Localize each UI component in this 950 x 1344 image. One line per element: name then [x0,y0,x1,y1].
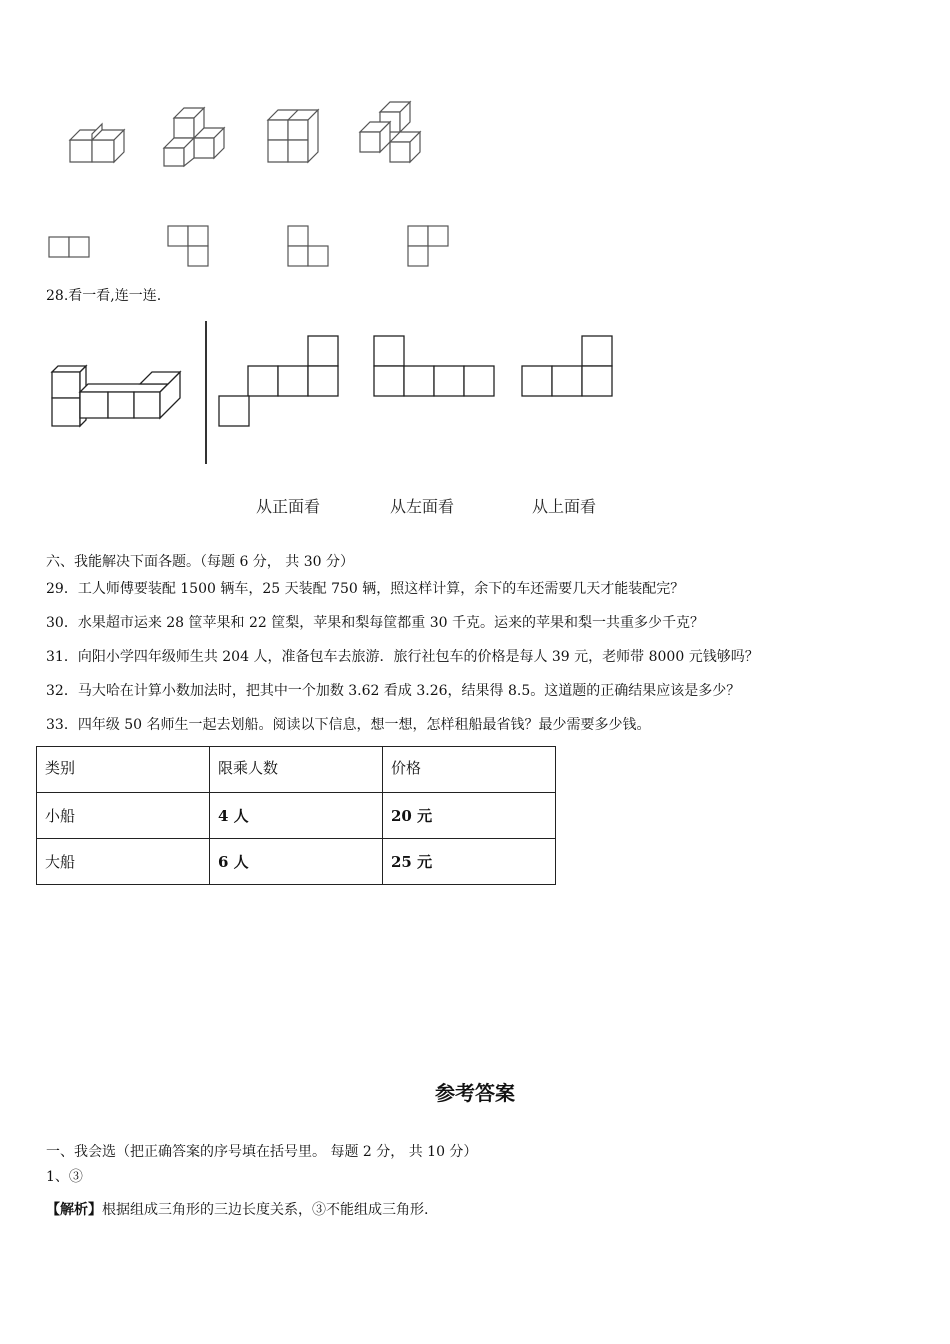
problem-number: 30． [46,615,78,631]
answers-section-1: 一、我会选（把正确答案的序号填在括号里。 每题 2 分， 共 10 分） [46,1144,478,1160]
problem-number: 31． [46,649,78,665]
problem-number: 33． [46,717,78,733]
table-row [37,839,556,885]
answer-analysis [46,1201,428,1219]
problem-text: 向阳小学四年级师生共 204 人，准备包车去旅游．旅行社包车的价格是每人 39 元，老师带 8000 元钱够吗？ [77,649,759,665]
problem-29 [46,580,684,598]
problem-text: 四年级 50 名师生一起去划船。阅读以下信息，想一想，怎样租船最省钱？最少需要多少钱。 [77,717,651,733]
table-cell: 小船 [37,793,210,839]
problem-30 [46,614,704,632]
answers-title: 参考答案 [435,1081,515,1105]
problem-text: 工人师傅要装配 1500 辆车，25 天装配 750 辆，照这样计算，余下的车还需要几天才能装配完？ [77,581,685,597]
view-shape-2 [372,334,496,398]
solid-figure-q28 [48,364,188,430]
view-option-3 [286,224,332,270]
table-cell: 大船 [37,839,210,885]
cube-figure-1 [66,120,126,170]
cube-figure-3 [264,106,324,166]
boat-rental-table [36,746,556,885]
cube-figure-2 [160,104,230,174]
table-cell: 20 元 [383,793,556,839]
view-option-1 [48,236,92,260]
analysis-tag: 【解析】 [46,1202,102,1218]
question-number: 28. [46,288,69,304]
divider-line [205,321,207,464]
problem-number: 32． [46,683,78,699]
question-28 [46,287,161,305]
problem-33 [46,716,651,734]
view-shape-1 [218,334,342,428]
view-shape-3 [520,334,616,398]
analysis-text: 根据组成三角形的三边长度关系，③不能组成三角形. [102,1202,429,1218]
table-header-cell: 价格 [383,747,556,793]
table-cell: 6 人 [210,839,383,885]
problem-text: 水果超市运来 28 筐苹果和 22 筐梨，苹果和梨每筐都重 30 千克。运来的苹果和梨一共重多少千克？ [77,615,704,631]
view-option-4 [406,224,452,270]
table-cell: 4 人 [210,793,383,839]
table-header-cell: 类别 [37,747,210,793]
view-option-2 [166,224,212,270]
problem-31 [46,648,759,666]
cube-figure-4 [356,98,426,168]
table-cell: 25 元 [383,839,556,885]
answer-item-1: 1、③ [46,1169,83,1185]
table-header-cell: 限乘人数 [210,747,383,793]
label-front-view: 从正面看 [256,497,321,516]
question-text: 看一看,连一连. [68,288,162,304]
section-6-title: 六、我能解决下面各题。（每题 6 分， 共 30 分） [46,554,354,570]
table-header-row [37,747,556,793]
problem-text: 马大哈在计算小数加法时，把其中一个加数 3.62 看成 3.26，结果得 8.5。这道题的正确结果应该是多少？ [77,683,741,699]
label-left-view: 从左面看 [390,497,455,516]
label-top-view: 从上面看 [532,497,597,516]
table-row [37,793,556,839]
problem-number: 29． [46,581,78,597]
problem-32 [46,682,740,700]
